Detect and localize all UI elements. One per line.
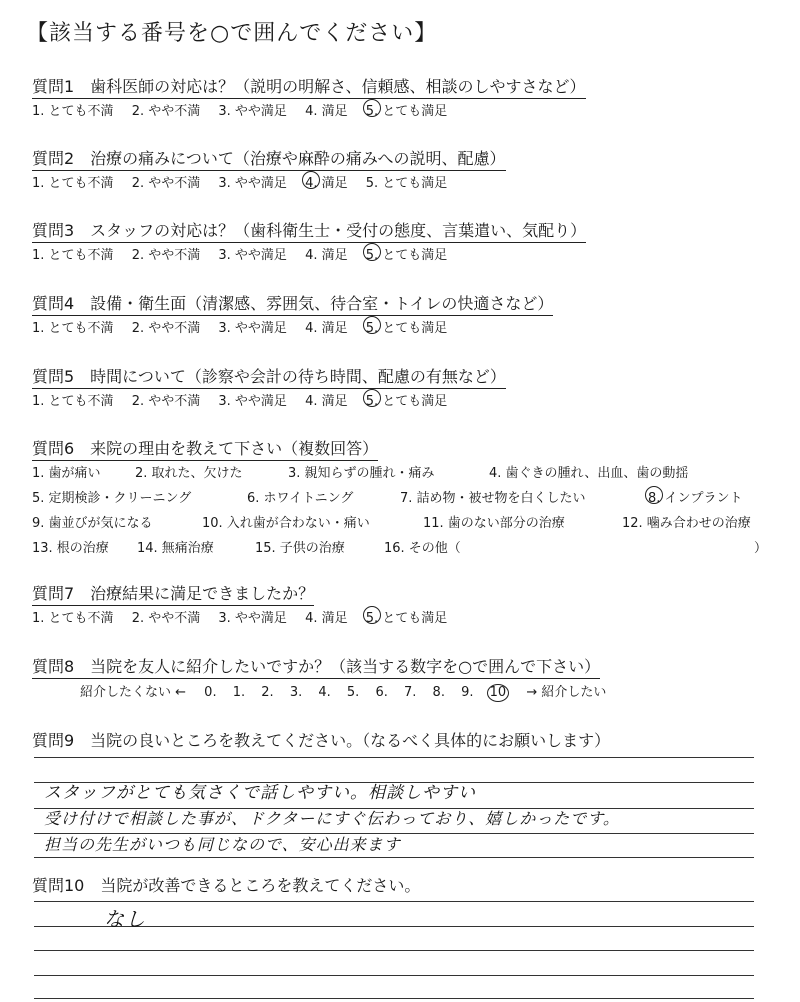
q7-option-2[interactable]: 2. やや不満 [131, 611, 201, 626]
question-2-options [32, 172, 461, 191]
question-8 [32, 654, 600, 677]
selection-circle [363, 99, 381, 117]
q7-option-3[interactable]: 3. やや満足 [218, 611, 287, 626]
q6-option-5[interactable]: 5. 定期検診・クリーニング [32, 491, 192, 506]
q6-option-14[interactable]: 14. 無痛治療 [137, 541, 214, 556]
q1-option-1[interactable]: 1. とても不満 [32, 104, 114, 119]
answer-line [34, 975, 754, 976]
selection-circle [645, 486, 663, 504]
q6-option-6[interactable]: 6. ホワイトニング [247, 491, 354, 506]
q9-handwritten-line-3: 担当の先生がいつも同じなので、安心出来ます [44, 835, 401, 854]
q4-option-2[interactable]: 2. やや不満 [131, 321, 201, 336]
selection-circle [363, 243, 381, 261]
selection-circle [302, 171, 320, 189]
q6-option-8[interactable]: 8. インプラント [648, 487, 743, 506]
q6-option-7[interactable]: 7. 詰め物・被せ物を白くしたい [400, 491, 586, 506]
q1-option-5[interactable]: 5. とても満足 [366, 100, 448, 119]
q4-option-3[interactable]: 3. やや満足 [218, 321, 287, 336]
question-7-title: 質問7 治療結果に満足できましたか？ [32, 584, 314, 606]
question-9 [32, 728, 610, 751]
question-4-title: 質問4 設備・衛生面（清潔感、雰囲気、待合室・トイレの快適さなど） [32, 294, 553, 316]
q8-number-9[interactable]: 9. [461, 685, 474, 700]
q6-option-1[interactable]: 1. 歯が痛い [32, 466, 101, 481]
q6-option-9[interactable]: 9. 歯並びが気になる [32, 516, 153, 531]
question-5-title: 質問5 時間について（診察や会計の待ち時間、配慮の有無など） [32, 367, 506, 389]
q3-option-5[interactable]: 5. とても満足 [366, 244, 448, 263]
q6-option-10[interactable]: 10. 入れ歯が合わない・痛い [202, 516, 370, 531]
question-10-title: 質問10 当院が改善できるところを教えてください。 [32, 876, 421, 895]
q9-handwritten-line-1: スタッフがとても気さくで話しやすい。相談しやすい [44, 783, 476, 803]
question-2 [32, 146, 506, 169]
q5-option-1[interactable]: 1. とても不満 [32, 394, 114, 409]
q8-number-3[interactable]: 3. [289, 685, 303, 700]
question-1-options [32, 100, 461, 119]
question-9-title: 質問9 当院の良いところを教えてください。（なるべく具体的にお願いします） [32, 731, 611, 750]
question-3-title: 質問3 スタッフの対応は？（歯科衛生士・受付の態度、言葉遣い、気配り） [32, 221, 586, 243]
q8-number-10[interactable]: 10 [490, 685, 507, 700]
q8-number-1[interactable]: 1. [232, 685, 246, 700]
page-title: 【該当する番号を○で囲んでください】 [26, 21, 438, 46]
q5-option-3[interactable]: 3. やや満足 [218, 394, 287, 409]
q5-option-5[interactable]: 5. とても満足 [366, 390, 448, 409]
q6-option-16[interactable]: 16. その他（ [384, 541, 461, 556]
question-5-options [32, 390, 461, 409]
question-7-options [32, 607, 461, 626]
q8-number-6[interactable]: 6. [375, 685, 388, 700]
question-10 [32, 873, 420, 896]
q3-option-3[interactable]: 3. やや満足 [218, 248, 287, 263]
question-6 [32, 436, 378, 459]
q6-option-15[interactable]: 15. 子供の治療 [255, 541, 345, 556]
q2-option-4[interactable]: 4. 満足 [305, 172, 348, 191]
question-7 [32, 581, 314, 604]
q6-option-4[interactable]: 4. 歯ぐきの腫れ、出血、歯の動揺 [489, 466, 689, 481]
q4-option-4[interactable]: 4. 満足 [305, 321, 348, 336]
selection-circle [363, 606, 381, 624]
question-5 [32, 364, 506, 387]
q1-option-3[interactable]: 3. やや満足 [218, 104, 287, 119]
q8-number-7[interactable]: 7. [404, 685, 417, 700]
q1-option-2[interactable]: 2. やや不満 [131, 104, 201, 119]
q7-option-4[interactable]: 4. 満足 [305, 611, 348, 626]
q2-option-3[interactable]: 3. やや満足 [218, 176, 287, 191]
q8-number-8[interactable]: 8. [432, 685, 445, 700]
question-1 [32, 74, 586, 97]
question-6-options [32, 462, 792, 562]
q5-option-2[interactable]: 2. やや不満 [131, 394, 201, 409]
q8-number-2[interactable]: 2. [261, 685, 274, 700]
q7-option-5[interactable]: 5. とても満足 [366, 607, 448, 626]
q3-option-2[interactable]: 2. やや不満 [131, 248, 201, 263]
q2-option-5[interactable]: 5. とても満足 [365, 176, 448, 191]
selection-circle [363, 316, 381, 334]
q6-option-2[interactable]: 2. 取れた、欠けた [135, 466, 243, 481]
q8-left-label: 紹介したくない ← [80, 685, 187, 700]
q6-option-12[interactable]: 12. 噛み合わせの治療 [622, 516, 751, 531]
answer-line [34, 901, 754, 902]
q6-option-13[interactable]: 13. 根の治療 [32, 541, 109, 556]
question-1-title: 質問1 歯科医師の対応は？（説明の明解さ、信頼感、相談のしやすさなど） [32, 77, 586, 99]
answer-line [34, 950, 754, 951]
q8-number-0[interactable]: 0. [204, 685, 217, 700]
question-3 [32, 218, 586, 241]
question-8-scale [80, 681, 606, 700]
question-2-title: 質問2 治療の痛みについて（治療や麻酔の痛みへの説明、配慮） [32, 149, 506, 171]
q6-option-11[interactable]: 11. 歯のない部分の治療 [423, 516, 565, 531]
q8-right-label: → 紹介したい [526, 685, 607, 700]
q8-number-4[interactable]: 4. [318, 685, 331, 700]
selection-circle [487, 684, 509, 702]
question-6-title: 質問6 来院の理由を教えて下さい（複数回答） [32, 439, 378, 461]
answer-line [34, 757, 754, 758]
selection-circle [363, 389, 381, 407]
q4-option-1[interactable]: 1. とても不満 [32, 321, 114, 336]
q3-option-4[interactable]: 4. 満足 [305, 248, 348, 263]
q7-option-1[interactable]: 1. とても不満 [32, 611, 114, 626]
answer-line [34, 857, 754, 858]
q1-option-4[interactable]: 4. 満足 [305, 104, 348, 119]
q5-option-4[interactable]: 4. 満足 [305, 394, 348, 409]
q2-option-2[interactable]: 2. やや不満 [131, 176, 201, 191]
answer-line [34, 998, 754, 999]
question-3-options [32, 244, 461, 263]
q6-other-close-paren: ） [754, 541, 768, 556]
q4-option-5[interactable]: 5. とても満足 [366, 317, 448, 336]
q8-number-5[interactable]: 5. [346, 685, 360, 700]
question-4 [32, 291, 553, 314]
q6-option-3[interactable]: 3. 親知らずの腫れ・痛み [288, 466, 435, 481]
q2-option-1[interactable]: 1. とても不満 [32, 176, 114, 191]
q9-handwritten-line-2: 受け付けで相談した事が、ドクターにすぐ伝わっており、嬉しかったです。 [44, 809, 620, 828]
q3-option-1[interactable]: 1. とても不満 [32, 248, 114, 263]
question-4-options [32, 317, 461, 336]
question-8-title: 質問8 当院を友人に紹介したいですか？（該当する数字を○で囲んで下さい） [32, 657, 600, 679]
q10-handwritten-answer: なし [104, 907, 146, 931]
